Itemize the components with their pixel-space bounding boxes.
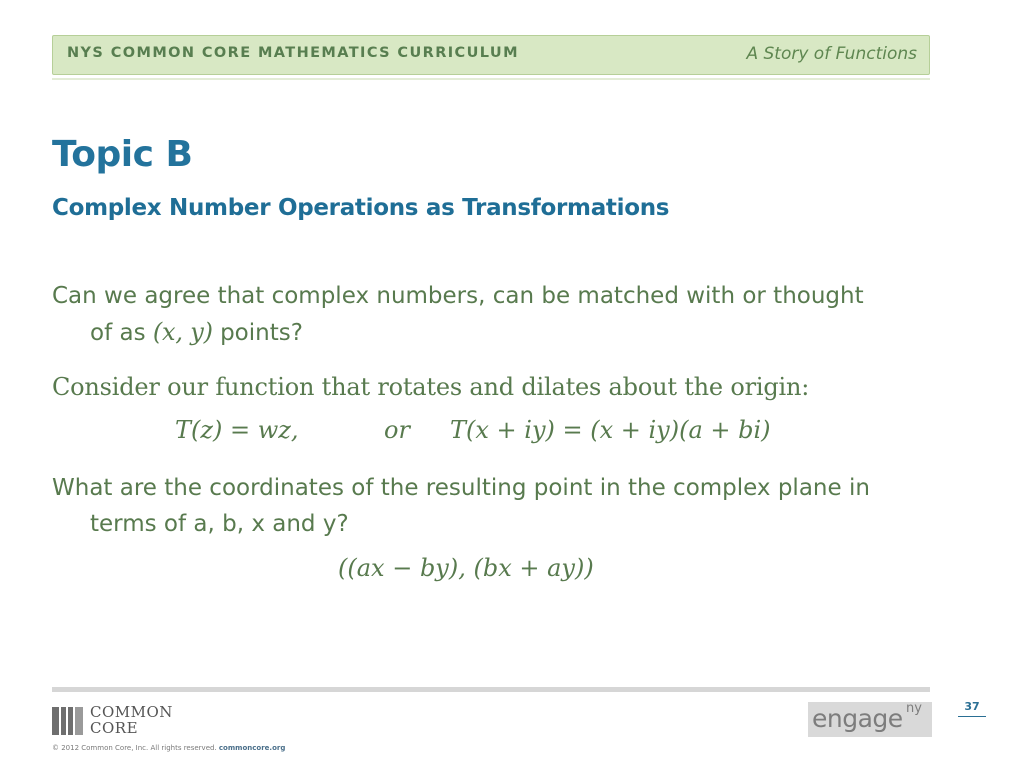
common-core-bars-icon <box>52 707 84 735</box>
question-1-line-1: Can we agree that complex numbers, can be matched with or thought <box>52 283 864 309</box>
header-divider <box>52 78 930 80</box>
question-3 <box>52 470 957 542</box>
common-core-logo <box>52 704 192 740</box>
logo-line-1: COMMON <box>90 703 173 721</box>
equation-1: T(z) = wz, <box>175 416 299 444</box>
copyright-text: © 2012 Common Core, Inc. All rights reserved. <box>52 744 217 752</box>
module-name: A Story of Functions <box>746 44 917 64</box>
equation-or: or <box>384 416 410 444</box>
curriculum-name: NYS COMMON CORE MATHEMATICS CURRICULUM <box>67 45 519 61</box>
question-1-suffix: points? <box>212 320 303 346</box>
answer-coordinates: ((ax − by), (bx + ay)) <box>338 554 594 582</box>
page-title: Topic B <box>52 134 193 175</box>
question-1 <box>52 278 957 351</box>
footer-divider <box>52 687 930 692</box>
common-core-wordmark <box>90 704 173 736</box>
copyright-link[interactable]: commoncore.org <box>218 744 286 752</box>
page-number: 37 <box>958 700 986 717</box>
question-3-line-1: What are the coordinates of the resulting point in the complex plane in <box>52 475 870 501</box>
question-2: Consider our function that rotates and dilates about the origin: <box>52 373 810 401</box>
xy-math: (x, y) <box>152 318 213 346</box>
engage-wordmark: engage <box>812 704 903 733</box>
question-1-prefix: of as <box>90 320 153 346</box>
page-subtitle: Complex Number Operations as Transformations <box>52 195 670 221</box>
curriculum-header-bar <box>52 35 930 75</box>
question-1-line-2 <box>52 314 957 351</box>
equation-2: T(x + iy) = (x + iy)(a + bi) <box>450 416 771 444</box>
copyright-notice <box>52 744 285 752</box>
engage-ny-logo <box>808 702 932 737</box>
engage-superscript: ny <box>906 701 922 716</box>
question-3-line-2: terms of a, b, x and y? <box>90 511 349 537</box>
logo-line-2: CORE <box>90 719 139 737</box>
